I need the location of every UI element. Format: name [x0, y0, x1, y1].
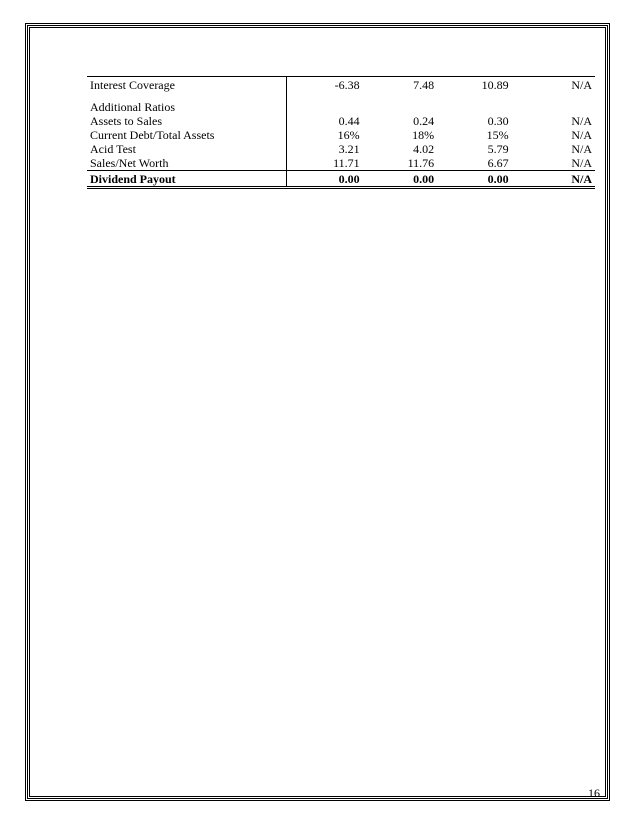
ratios-table [87, 76, 595, 189]
row-label: Assets to Sales [87, 114, 287, 128]
value-cell: 0.24 [413, 114, 435, 128]
value-cell: 0.00 [436, 171, 510, 188]
row-label: Interest Coverage [87, 77, 287, 94]
value-cell: -6.38 [287, 77, 362, 94]
value-cell: 11.71 [333, 156, 360, 170]
page-number: 16 [588, 786, 600, 800]
value-cell: N/A [571, 156, 592, 170]
table-row-interest-coverage [87, 77, 595, 94]
value-cell: 6.67 [487, 156, 509, 170]
value-cell: 3.21 [338, 142, 360, 156]
value-cell: 7.48 [362, 77, 436, 94]
row-label: Sales/Net Worth [87, 156, 287, 171]
value-cell: N/A [511, 77, 595, 94]
value-cell: 0.30 [487, 114, 509, 128]
value-cell: N/A [571, 142, 592, 156]
value-cell: 0.44 [338, 114, 360, 128]
table-row [87, 142, 595, 156]
value-cell: 0.00 [362, 171, 436, 188]
value-cell: N/A [571, 128, 592, 142]
table-row [87, 156, 595, 171]
value-cell: 16% [337, 128, 360, 142]
row-label: Current Debt/Total Assets [87, 128, 287, 142]
value-cell: 5.79 [487, 142, 509, 156]
table-row [87, 128, 595, 142]
value-cell: 10.89 [436, 77, 510, 94]
table-row [87, 114, 595, 128]
value-cell: N/A [511, 171, 595, 188]
spacer-row [87, 93, 595, 100]
value-cell: N/A [571, 114, 592, 128]
section-heading: Additional Ratios [87, 100, 287, 114]
row-label: Dividend Payout [87, 171, 287, 188]
table-row-section-heading [87, 100, 595, 114]
row-label: Acid Test [87, 142, 287, 156]
value-cell: 0.00 [287, 171, 362, 188]
value-cell: 4.02 [413, 142, 435, 156]
value-cell: 15% [486, 128, 509, 142]
value-cell: 18% [412, 128, 435, 142]
table-row-dividend-payout [87, 171, 595, 188]
value-cell: 11.76 [407, 156, 435, 170]
